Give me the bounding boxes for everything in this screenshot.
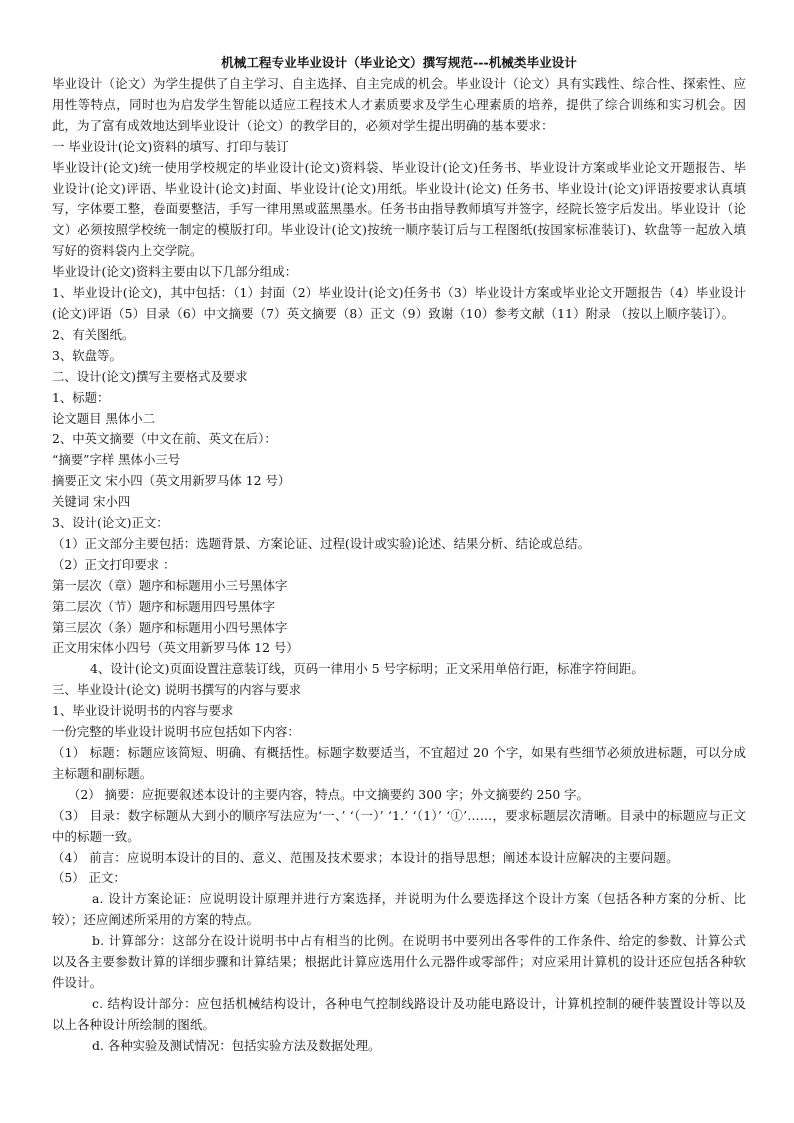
format-keywords: 关键词 宋小四 <box>52 494 131 510</box>
document-page <box>52 52 746 1057</box>
composition-item-2: 2、有关图纸。 <box>52 326 135 342</box>
format-abstract-body: 摘要正文 宋小四（英文用新罗马体 12 号） <box>52 473 291 489</box>
body-part-b: b. 计算部分：这部分在设计说明书中占有相当的比例。在说明书中要列出各零件的工作条件、给定的参数、计算公式以及各主要参数计算的详细步骤和计算结果；根据此计算应选用什么元器件或零部件；对应采用计算机的设计还应包括各种软件设计。 <box>52 933 746 990</box>
content-item-title: （1） 标题：标题应该简短、明确、有概括性。标题字数要适当，不宜超过 20 个字，如果有些细节必须放进标题，可以分成主标题和副标题。 <box>52 745 746 781</box>
content-item-abstract: （2） 摘要：应扼要叙述本设计的主要内容，特点。中文摘要约 300 字；外文摘要约 250 字。 <box>68 786 589 802</box>
section-1-heading: 一 毕业设计(论文)资料的填写、打印与装订 <box>52 138 289 154</box>
section-2-heading: 二、设计(论文)撰写主要格式及要求 <box>52 368 248 384</box>
format-level-2: 第二层次（节）题序和标题用四号黑体字 <box>52 598 276 614</box>
format-level-1: 第一层次（章）题序和标题用小三号黑体字 <box>52 577 288 593</box>
section-1-paragraph: 毕业设计(论文)统一使用学校规定的毕业设计(论文)资料袋、毕业设计(论文)任务书、毕业设计方案或毕业论文开题报告、毕业设计(论文)评语、毕业设计(论文)封面、毕业设计(论文)用纸。毕业设计(论文) 任务书、毕业设计(论文)评语按要求认真填写，字体要工整，卷面要整洁，手写一律用黑或蓝黑墨水。任务书由指导教师填写并签字，经院长签字后发出。毕业设计（论文）必须按照学校统一制定的模版打印。毕业设计(论文)按统一顺序装订后与工程图纸(按国家标准装订)、软盘等一起放入填写好的资料袋内上交学院。 <box>52 159 746 259</box>
format-body: 3、设计(论文)正文： <box>52 515 169 531</box>
composition-item-3: 3、软盘等。 <box>52 347 122 363</box>
format-level-3: 第三层次（条）题序和标题用小四号黑体字 <box>52 619 288 635</box>
format-abstract: 2、中英文摘要（中文在前、英文在后）： <box>52 431 277 447</box>
format-abstract-label: “摘要”字样 黑体小三号 <box>52 452 181 468</box>
intro-paragraph: 毕业设计（论文）为学生提供了自主学习、自主选择、自主完成的机会。毕业设计（论文）具有实践性、综合性、探索性、应用性等特点，同时也为启发学生智能以适应工程技术人才素质要求及学生心理素质的培养，提供了综合训练和实习机会。因此，为了富有成效地达到毕业设计（论文）的教学目的，必须对学生提出明确的基本要求： <box>52 76 746 133</box>
document-title: 机械工程专业毕业设计（毕业论文）撰写规范---机械类毕业设计 <box>221 55 577 70</box>
format-body-print: （2）正文打印要求 ： <box>52 556 176 572</box>
format-title: 1、标题： <box>52 389 110 405</box>
format-body-contents: （1）正文部分主要包括：选题背景、方案论证、过程(设计或实验)论述、结果分析、结论或总结。 <box>52 535 590 551</box>
composition-lead: 毕业设计(论文)资料主要由以下几部分组成： <box>52 264 298 280</box>
format-page-setup: 4、设计(论文)页面设置注意装订线，页码一律用小 5 号字标明；正文采用单倍行距，标准字符间距。 <box>90 661 644 677</box>
format-title-spec: 论文题目 黑体小二 <box>52 410 156 426</box>
body-part-d: d. 各种实验及测试情况：包括实验方法及数据处理。 <box>92 1037 381 1053</box>
content-item-preface: （4） 前言：应说明本设计的目的、意义、范围及技术要求；本设计的指导思想；阐述本设计应解决的主要问题。 <box>52 849 679 865</box>
section-3-lead: 一份完整的毕业设计说明书应包括如下内容： <box>52 724 300 740</box>
body-part-a: a. 设计方案论证：应说明设计原理并进行方案选择，并说明为什么要选择这个设计方案（包括各种方案的分析、比较）；还应阐述所采用的方案的特点。 <box>52 891 746 928</box>
body-part-c: c. 结构设计部分：应包括机械结构设计，各种电气控制线路设计及功能电路设计，计算机控制的硬件装置设计等以及以上各种设计所绘制的图纸。 <box>52 995 747 1032</box>
format-body-font: 正文用宋体小四号（英文用新罗马体 12 号） <box>52 640 299 656</box>
composition-item-1: 1、毕业设计(论文)，其中包括：（1）封面（2）毕业设计(论文)任务书（3）毕业设计方案或毕业论文开题报告（4）毕业设计(论文)评语（5）目录（6）中文摘要（7）英文摘要（8）正文（9）致谢（10）参考文献（11）附录 （按以上顺序装订）。 <box>52 285 746 321</box>
content-item-toc: （3） 目录：数字标题从大到小的顺序写法应为‘一、’ ‘（一）’ ‘1.’ ‘（1）’ ‘①’……，要求标题层次清晰。目录中的标题应与正文中的标题一致。 <box>52 807 746 844</box>
section-3-sub-1: 1、毕业设计说明书的内容与要求 <box>52 703 234 719</box>
content-item-body: （5） 正文： <box>52 870 126 886</box>
section-3-heading: 三、毕业设计(论文) 说明书撰写的内容与要求 <box>52 682 302 698</box>
